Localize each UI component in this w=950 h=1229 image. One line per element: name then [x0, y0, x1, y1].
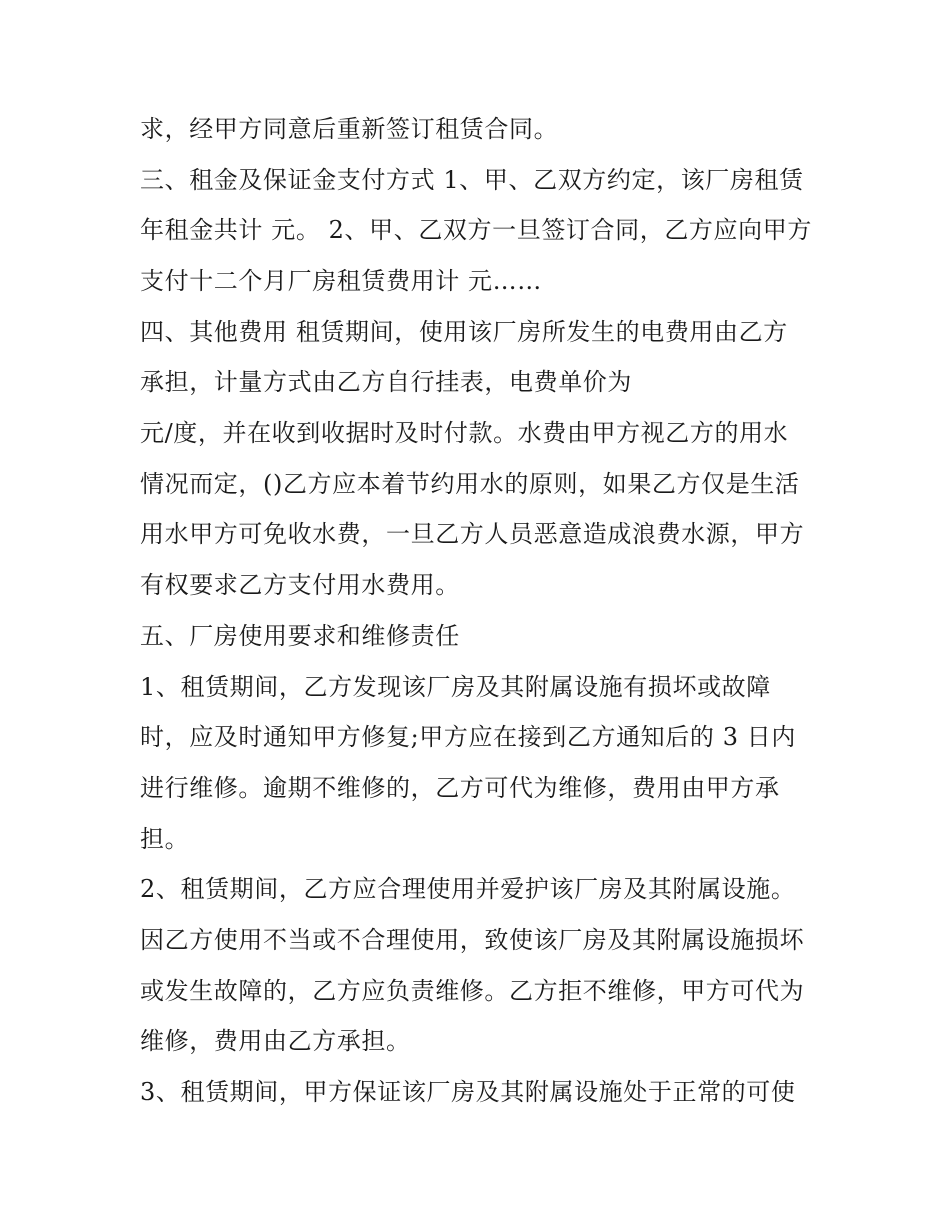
section-heading: 五、厂房使用要求和维修责任: [140, 622, 460, 650]
text-line: 或发生故障的，乙方应负责维修。乙方拒不维修，甲方可代为: [140, 977, 805, 1005]
text-line: 1、租赁期间，乙方发现该厂房及其附属设施有损坏或故障: [140, 673, 771, 701]
text-line: 承担，计量方式由乙方自行挂表，电费单价为: [140, 368, 632, 396]
text-line: 维修，费用由乙方承担。: [140, 1027, 411, 1055]
text-line: 担。: [140, 825, 190, 853]
text-line: 三、租金及保证金支付方式 1、甲、乙双方约定，该厂房租赁: [140, 166, 804, 194]
text-line: 情况而定，()乙方应本着节约用水的原则，如果乙方仅是生活: [140, 470, 800, 498]
text-line: 因乙方使用不当或不合理使用，致使该厂房及其附属设施损坏: [140, 926, 805, 954]
text-line: 用水甲方可免收水费，一旦乙方人员恶意造成浪费水源，甲方: [140, 520, 805, 548]
text-line: 求，经甲方同意后重新签订租赁合同。: [140, 115, 559, 143]
text-line: 3、租赁期间，甲方保证该厂房及其附属设施处于正常的可使: [140, 1078, 796, 1106]
text-line: 年租金共计 元。 2、甲、乙双方一旦签订合同，乙方应向甲方: [140, 216, 812, 244]
text-line: 元/度，并在收到收据时及时付款。水费由甲方视乙方的用水: [140, 419, 789, 447]
text-line: 支付十二个月厂房租赁费用计 元……: [140, 267, 542, 295]
text-line: 有权要求乙方支付用水费用。: [140, 571, 460, 599]
text-line: 四、其他费用 租赁期间，使用该厂房所发生的电费用由乙方: [140, 318, 788, 346]
text-line: 时，应及时通知甲方修复;甲方应在接到乙方通知后的 3 日内: [140, 723, 797, 751]
text-line: 2、租赁期间，乙方应合理使用并爱护该厂房及其附属设施。: [140, 875, 796, 903]
text-line: 进行维修。逾期不维修的，乙方可代为维修，费用由甲方承: [140, 774, 780, 802]
